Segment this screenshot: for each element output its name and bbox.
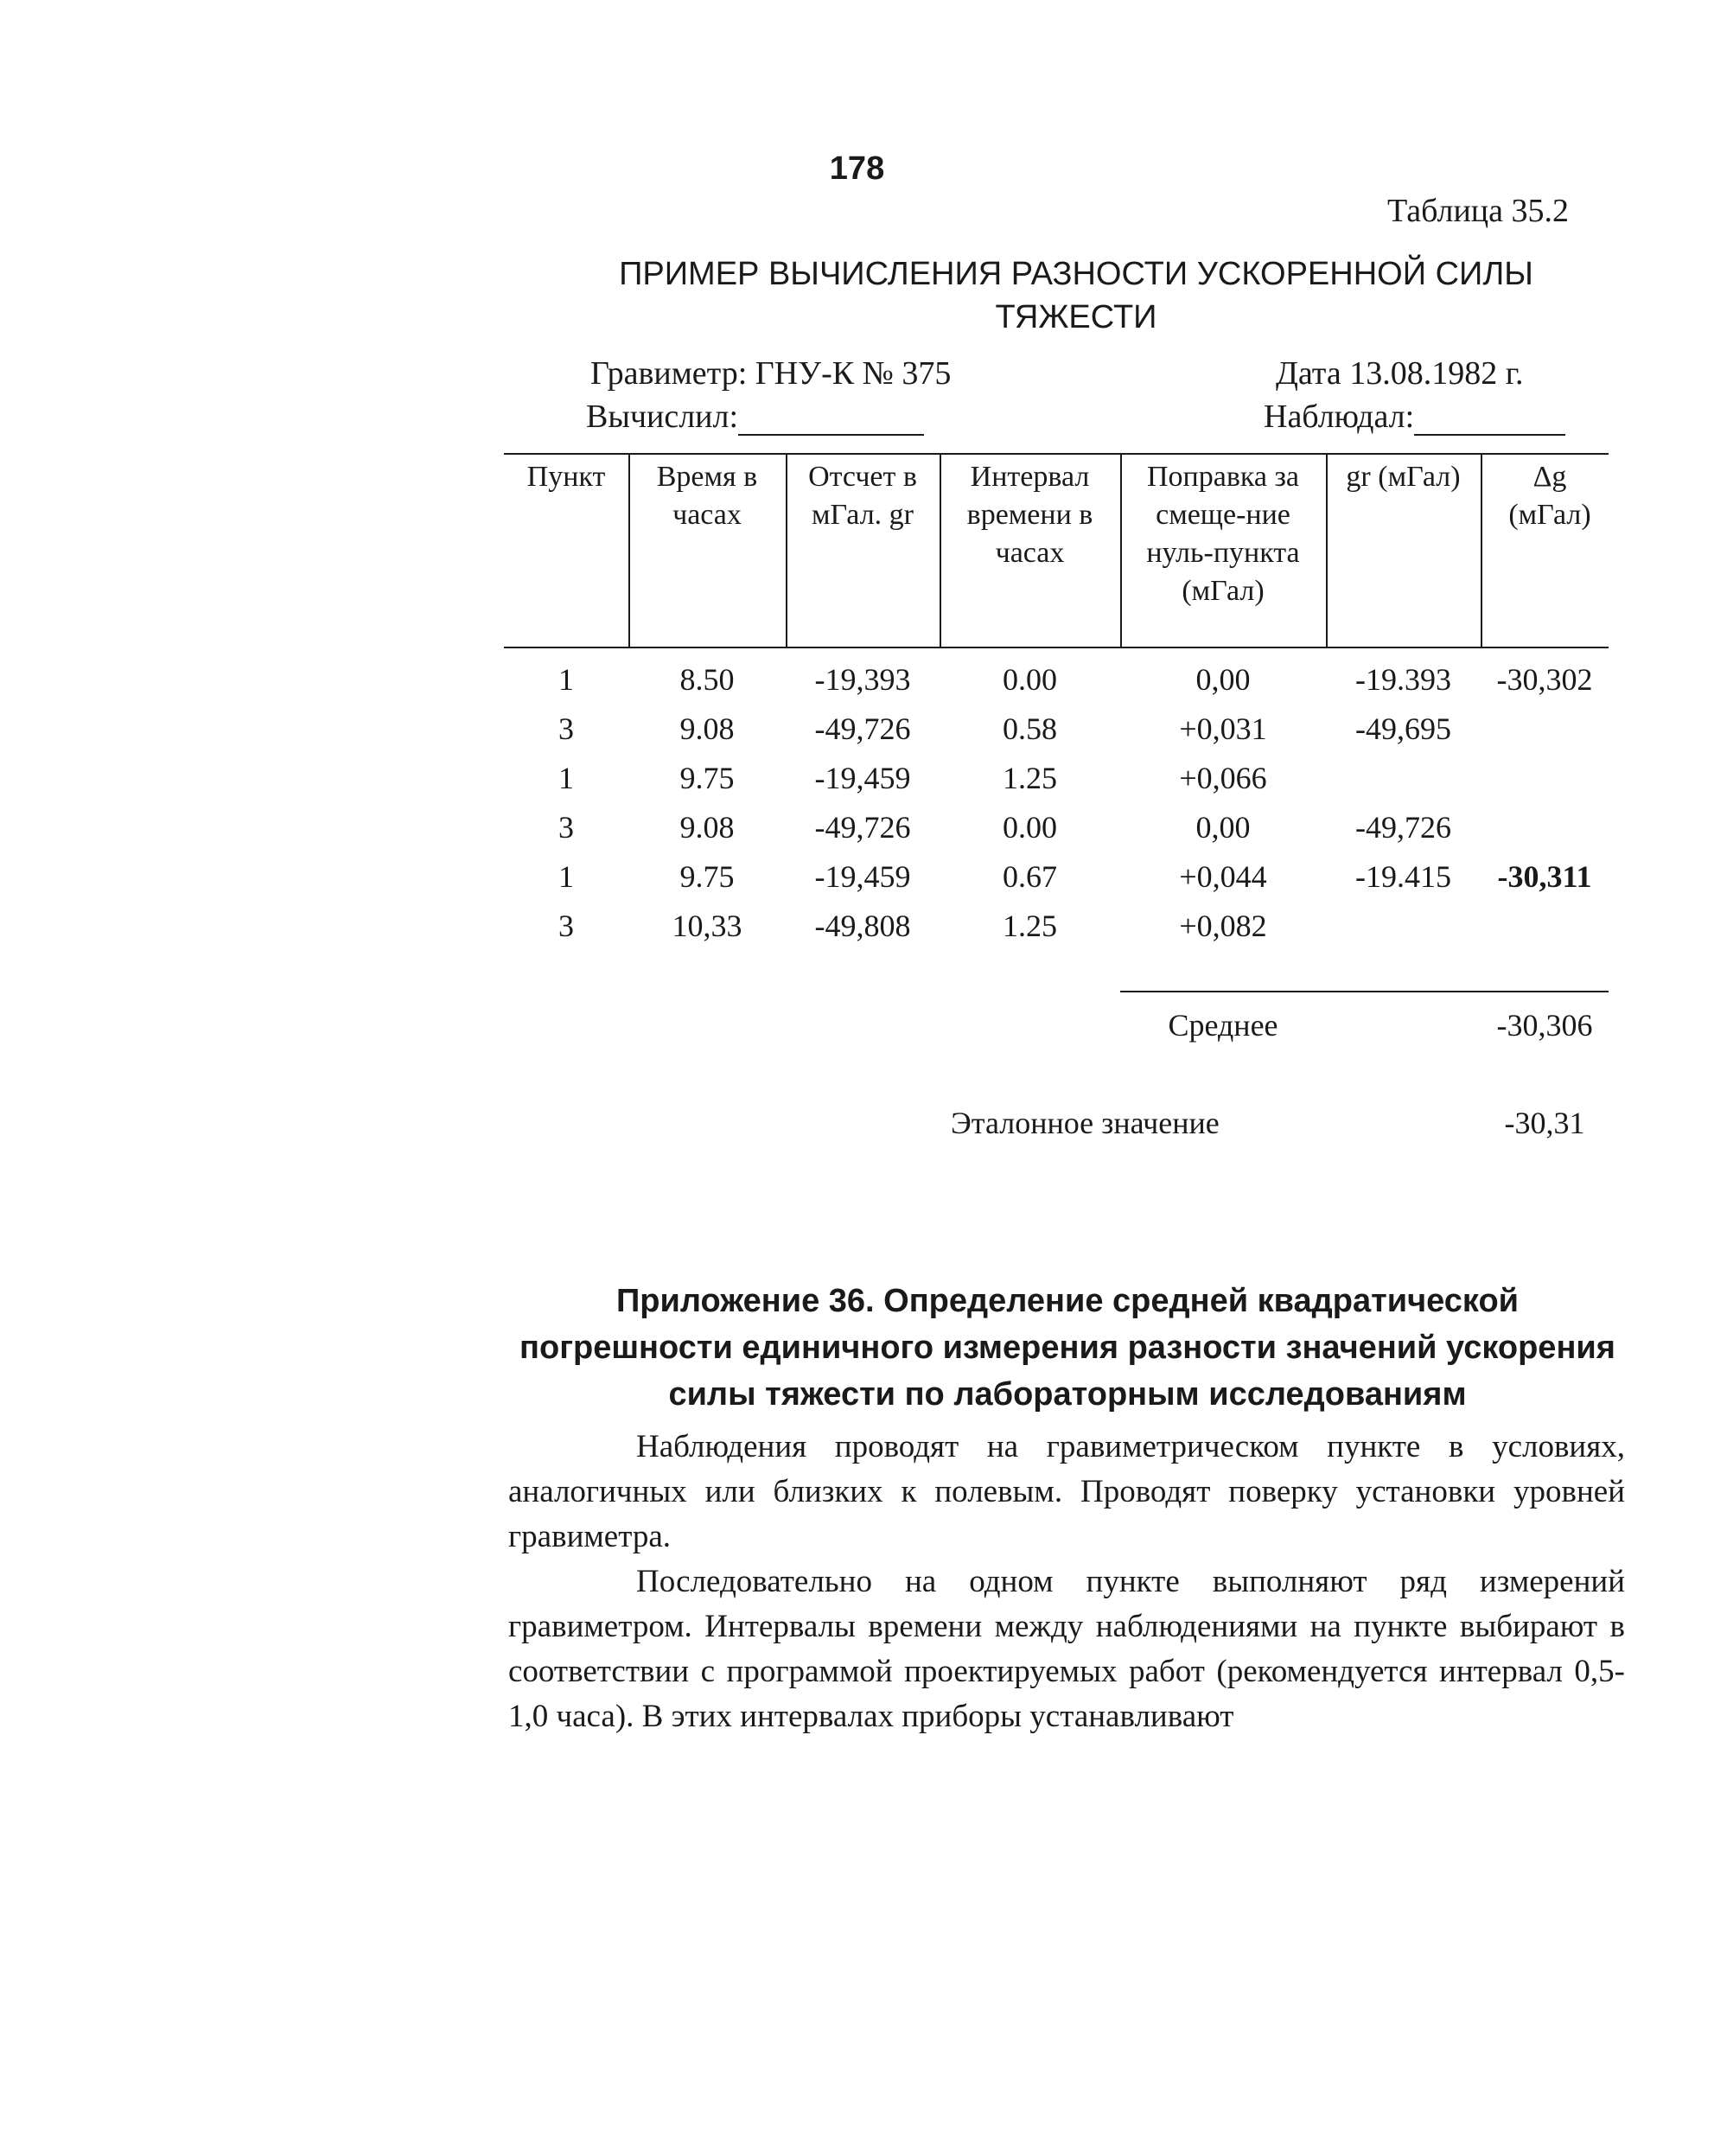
column-divider [1120, 453, 1122, 648]
cell-punkt: 1 [558, 761, 574, 795]
calculated-field [586, 398, 924, 436]
cell-interval: 0.00 [1003, 810, 1057, 845]
calculated-blank [738, 405, 924, 436]
paragraph-text: Наблюдения проводят на гравиметрическом пункте в условиях, аналогичных или близких к полевым. Проводят поверку установки уровней гравиметра. [508, 1429, 1625, 1554]
header-interval: Интервал времени в часах [966, 461, 1093, 569]
cell-punkt: 1 [558, 859, 574, 894]
cell-correction: +0,044 [1179, 859, 1267, 894]
reference-label: Эталонное значение [951, 1106, 1220, 1140]
cell-reading: -19,459 [814, 859, 911, 894]
cell-correction: 0,00 [1195, 810, 1251, 845]
header-gr: gr (мГал) [1346, 461, 1461, 493]
cell-interval: 0.58 [1003, 711, 1057, 746]
summary-rule [1120, 991, 1609, 992]
cell-correction: 0,00 [1195, 662, 1251, 697]
column-divider [1481, 453, 1482, 648]
cell-punkt: 3 [558, 810, 574, 845]
gravimeter-label: Гравиметр: ГНУ-К № 375 [590, 355, 952, 392]
table-title: ПРИМЕР ВЫЧИСЛЕНИЯ РАЗНОСТИ УСКОРЕННОЙ СИЛЫ ТЯЖЕСТИ [619, 256, 1533, 335]
mean-label: Среднее [1168, 1008, 1278, 1043]
cell-punkt: 3 [558, 711, 574, 746]
cell-interval: 1.25 [1003, 909, 1057, 943]
table-header-rule [504, 647, 1609, 648]
paragraph-text: Последовательно на одном пункте выполняют ряд измерений гравиметром. Интервалы времени между наблюдениями на пункте выбирают в соответствии с программой проектируемых работ (рекомендуется интервал 0,5-1,0 часа). В этих интервалах приборы устанавливают [508, 1564, 1625, 1734]
reference-value: -30,31 [1504, 1106, 1585, 1140]
cell-gr: -19.415 [1355, 859, 1451, 894]
cell-correction: +0,082 [1179, 909, 1267, 943]
cell-delta-g: -30,311 [1497, 859, 1592, 894]
column-divider [1326, 453, 1328, 648]
header-delta-g: Δg (мГал) [1508, 461, 1591, 531]
cell-delta-g: -30,302 [1496, 662, 1593, 697]
cell-reading: -19,393 [814, 662, 911, 697]
cell-interval: 0.67 [1003, 859, 1057, 894]
page-number: 178 [829, 150, 885, 187]
paragraph [508, 1560, 1625, 1739]
header-punkt: Пункт [526, 461, 606, 493]
cell-correction: +0,031 [1179, 711, 1267, 746]
header-reading: Отсчет в мГал. gr [808, 461, 917, 531]
cell-gr: -19.393 [1355, 662, 1451, 697]
header-time: Время в часах [656, 461, 758, 531]
observer-label: Наблюдал: [1264, 399, 1415, 435]
cell-reading: -49,808 [814, 909, 911, 943]
cell-reading: -49,726 [814, 711, 911, 746]
appendix-title: Приложение 36. Определение средней квадратической погрешности единичного измерения разности значений ускорения силы тяжести по лабораторным исследованиям [519, 1283, 1615, 1413]
column-divider [786, 453, 787, 648]
observer-field [1264, 398, 1565, 436]
cell-time: 9.08 [679, 810, 735, 845]
cell-punkt: 1 [558, 662, 574, 697]
cell-time: 9.08 [679, 711, 735, 746]
cell-gr: -49,695 [1355, 711, 1451, 746]
cell-interval: 1.25 [1003, 761, 1057, 795]
cell-gr: -49,726 [1355, 810, 1451, 845]
cell-punkt: 3 [558, 909, 574, 943]
column-divider [940, 453, 941, 648]
cell-time: 9.75 [679, 859, 735, 894]
column-divider [628, 453, 630, 648]
mean-value: -30,306 [1496, 1008, 1593, 1043]
cell-time: 10,33 [672, 909, 742, 943]
cell-time: 9.75 [679, 761, 735, 795]
cell-reading: -19,459 [814, 761, 911, 795]
calculated-label: Вычислил: [586, 399, 739, 435]
cell-correction: +0,066 [1179, 761, 1267, 795]
cell-time: 8.50 [679, 662, 735, 697]
header-correction: Поправка за смеще-ние нуль-пункта (мГал) [1146, 461, 1300, 607]
cell-reading: -49,726 [814, 810, 911, 845]
paragraph [508, 1425, 1625, 1560]
cell-interval: 0.00 [1003, 662, 1057, 697]
date-label: Дата 13.08.1982 г. [1276, 355, 1524, 392]
observer-blank [1414, 405, 1565, 436]
table-top-rule [504, 453, 1609, 455]
table-label: Таблица 35.2 [1386, 193, 1569, 229]
